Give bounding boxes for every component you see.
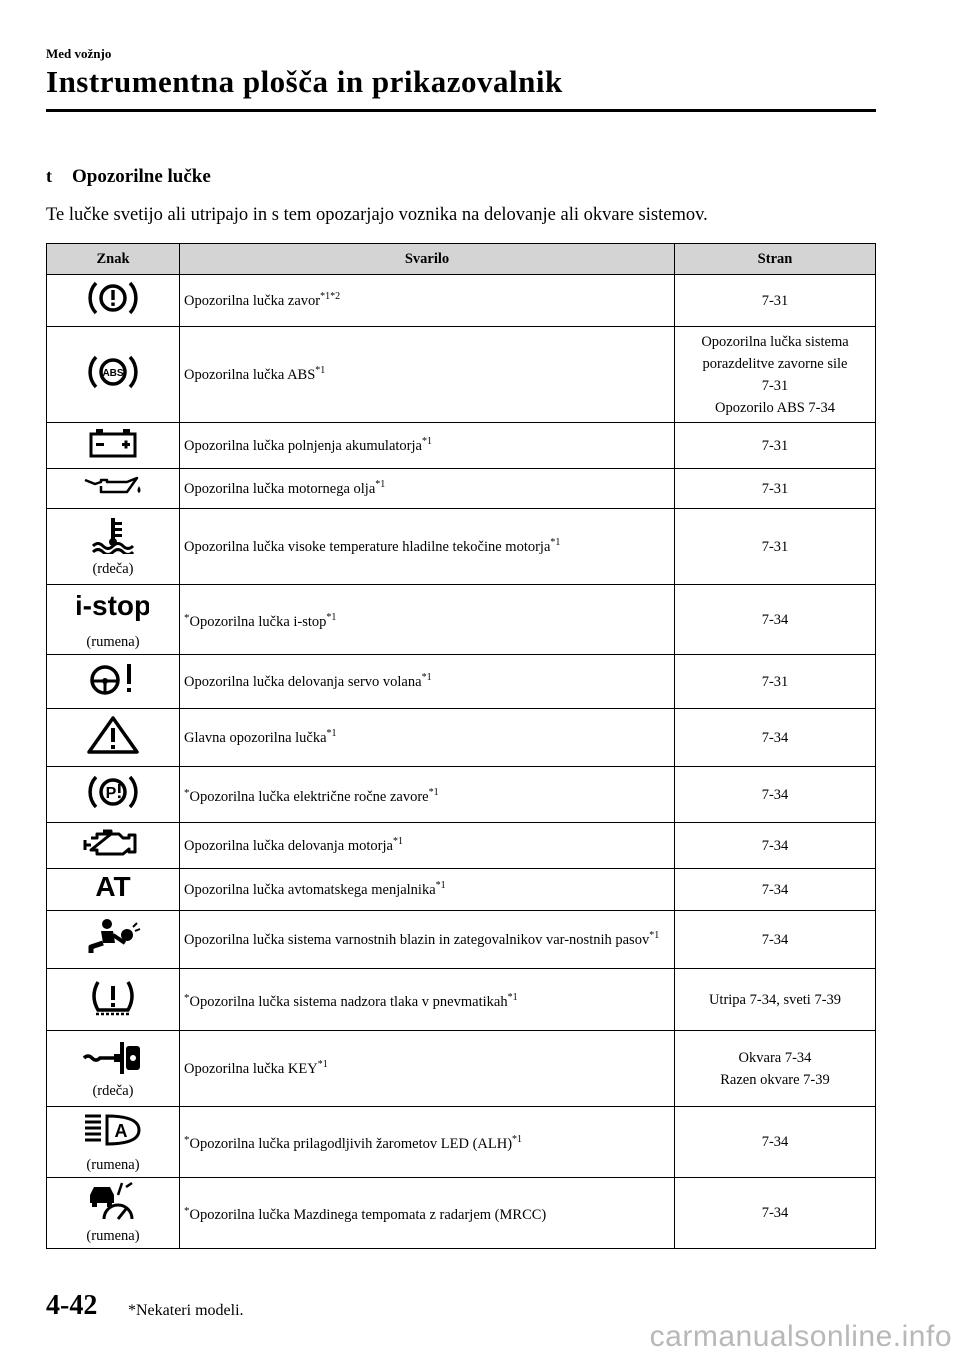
page-reference: 7-31 xyxy=(761,480,789,497)
page-reference: 7-34 xyxy=(761,931,789,948)
symbol-cell xyxy=(47,1107,180,1178)
warning-description: Opozorilna lučka sistema varnostnih blazin in zategovalnikov var-nostnih pasov xyxy=(184,931,650,948)
page-reference: 7-31 xyxy=(761,377,789,394)
warning-description-cell xyxy=(180,327,675,423)
color-note: (rumena) xyxy=(86,1157,140,1173)
page-reference-cell xyxy=(675,709,876,767)
warning-description-cell xyxy=(180,1107,675,1178)
table-row xyxy=(47,911,876,969)
warning-description-cell xyxy=(180,1031,675,1107)
electric-parking-brake-icon xyxy=(51,772,175,817)
table-row xyxy=(47,275,876,327)
footnote-marker: *1*2 xyxy=(320,290,341,302)
page-title: Instrumentna plošča in prikazovalnik xyxy=(46,64,563,99)
warning-description: Opozorilna lučka KEY xyxy=(184,1060,318,1077)
page-reference-cell xyxy=(675,969,876,1031)
warning-description-cell xyxy=(180,585,675,655)
table-header-row xyxy=(47,244,876,275)
svg-text:P: P xyxy=(105,785,117,802)
page-reference-cell xyxy=(675,423,876,469)
header-warning: Svarilo xyxy=(180,244,675,275)
symbol-cell xyxy=(47,423,180,469)
warning-description: Opozorilna lučka ABS xyxy=(184,366,316,383)
model-marker: * xyxy=(184,1205,190,1217)
warning-description-cell xyxy=(180,1178,675,1249)
footnote-marker: *1 xyxy=(428,786,439,798)
warning-description: Opozorilna lučka prilagodljivih žarometov LED (ALH) xyxy=(189,1136,513,1152)
power-steering-icon xyxy=(51,660,175,703)
alh-letter: A xyxy=(114,1121,128,1141)
footnote-marker: *1 xyxy=(512,1134,523,1145)
page-reference-cell xyxy=(675,585,876,655)
page-reference-cell xyxy=(675,327,876,423)
page-reference: 7-34 xyxy=(761,786,789,803)
symbol-cell xyxy=(47,1178,180,1249)
footnote-marker: *1 xyxy=(435,879,446,891)
footnote-marker: *1 xyxy=(550,536,561,548)
page-reference: 7-34 xyxy=(761,611,789,628)
brake-warning-icon xyxy=(51,278,175,323)
page-reference: 7-34 xyxy=(761,1205,789,1221)
page-reference-cell xyxy=(675,469,876,509)
page-reference: 7-34 xyxy=(761,837,789,854)
intro-paragraph: Te lučke svetijo ali utripajo in s tem opozarjajo voznika na delovanje ali okvare sistemov. xyxy=(46,205,708,225)
page-reference-cell xyxy=(675,911,876,969)
symbol-cell xyxy=(47,509,180,585)
table-row xyxy=(47,585,876,655)
tire-pressure-icon xyxy=(51,976,175,1023)
table-row xyxy=(47,423,876,469)
table-row xyxy=(47,1178,876,1249)
symbol-cell xyxy=(47,709,180,767)
page-reference-cell xyxy=(675,655,876,709)
warning-description-cell xyxy=(180,969,675,1031)
page-reference-cell xyxy=(675,869,876,911)
footnote-marker: *1 xyxy=(375,478,386,490)
warning-description: Opozorilna lučka delovanja servo volana xyxy=(184,673,422,690)
footnote-marker: *1 xyxy=(421,435,432,447)
table-row xyxy=(47,469,876,509)
warning-description-cell xyxy=(180,469,675,509)
warning-description: Opozorilna lučka delovanja motorja xyxy=(184,837,393,854)
table-row xyxy=(47,509,876,585)
table-row xyxy=(47,767,876,823)
i-stop-text: i-stop xyxy=(77,589,149,621)
table-row xyxy=(47,1031,876,1107)
symbol-cell xyxy=(47,585,180,655)
symbol-cell xyxy=(47,911,180,969)
page-reference: Opozorilna lučka sistema xyxy=(701,333,849,350)
footnote-marker: *1 xyxy=(507,991,518,1003)
section-kicker: Med vožnjo xyxy=(46,46,112,61)
abs-warning-icon xyxy=(51,352,175,397)
page-reference: 7-31 xyxy=(761,673,789,690)
warning-lights-table xyxy=(46,243,876,1249)
table-row xyxy=(47,709,876,767)
model-marker: * xyxy=(184,1134,190,1146)
page-reference: Utripa 7-34, sveti 7-39 xyxy=(708,991,842,1008)
page-reference-cell xyxy=(675,275,876,327)
table-row xyxy=(47,655,876,709)
page-reference: Razen okvare 7-39 xyxy=(720,1071,830,1088)
warning-description: Opozorilna lučka visoke temperature hladilne tekočine motorja xyxy=(184,538,551,555)
section-marker: t xyxy=(46,166,52,186)
header-symbol: Znak xyxy=(47,244,180,275)
i-stop-icon xyxy=(51,589,175,632)
page-reference-cell xyxy=(675,823,876,869)
warning-description: Opozorilna lučka električne ročne zavore xyxy=(189,788,429,805)
watermark: carmanualsonline.info xyxy=(649,1320,952,1353)
warning-description: Opozorilna lučka zavor xyxy=(184,292,321,309)
title-divider xyxy=(46,109,876,112)
warning-description: Opozorilna lučka i-stop xyxy=(189,613,327,630)
color-note: (rumena) xyxy=(86,633,140,650)
table-row xyxy=(47,1107,876,1178)
footnote-marker: *1 xyxy=(392,835,403,847)
table-row xyxy=(47,869,876,911)
footnote: *Nekateri modeli. xyxy=(128,1302,244,1319)
page-reference: 7-31 xyxy=(761,538,789,555)
color-note: (rumena) xyxy=(86,1228,140,1244)
symbol-cell xyxy=(47,275,180,327)
color-note: (rdeča) xyxy=(92,1082,134,1099)
master-warning-icon xyxy=(51,714,175,761)
symbol-cell xyxy=(47,655,180,709)
model-marker: * xyxy=(184,991,190,1004)
footnote-marker: *1 xyxy=(315,364,326,376)
key-icon xyxy=(51,1038,175,1081)
symbol-cell xyxy=(47,469,180,509)
automatic-transmission-icon xyxy=(51,872,175,907)
symbol-cell xyxy=(47,869,180,911)
page-reference: 7-34 xyxy=(761,1134,789,1150)
page-reference: 7-34 xyxy=(761,729,789,746)
page-reference-cell xyxy=(675,767,876,823)
warning-description-cell xyxy=(180,509,675,585)
table-row xyxy=(47,327,876,423)
table-row xyxy=(47,823,876,869)
symbol-cell xyxy=(47,1031,180,1107)
at-text: AT xyxy=(95,872,131,902)
symbol-cell xyxy=(47,767,180,823)
footnote-marker: *1 xyxy=(326,611,337,623)
page-reference: porazdelitve zavorne sile xyxy=(702,355,848,372)
airbag-icon xyxy=(51,917,175,962)
oil-can-icon xyxy=(51,472,175,505)
warning-description-cell xyxy=(180,767,675,823)
color-note: (rdeča) xyxy=(92,560,134,577)
page-reference: 7-31 xyxy=(761,292,789,309)
svg-text:ABS: ABS xyxy=(102,368,124,379)
symbol-cell xyxy=(47,969,180,1031)
page-number: 4-42 xyxy=(46,1290,98,1321)
page-reference: Okvara 7-34 xyxy=(738,1049,812,1066)
check-engine-icon xyxy=(51,826,175,865)
page-reference-cell xyxy=(675,1107,876,1178)
footnote-marker: *1 xyxy=(649,929,660,941)
page-reference-cell xyxy=(675,1031,876,1107)
warning-description-cell xyxy=(180,709,675,767)
page-reference-cell xyxy=(675,509,876,585)
page-reference: 7-31 xyxy=(761,437,789,454)
warning-description-cell xyxy=(180,869,675,911)
warning-description-cell xyxy=(180,423,675,469)
warning-description-cell xyxy=(180,911,675,969)
header-page: Stran xyxy=(675,244,876,275)
footnote-marker: *1 xyxy=(326,727,337,739)
warning-description-cell xyxy=(180,275,675,327)
symbol-cell xyxy=(47,327,180,423)
warning-description: Opozorilna lučka avtomatskega menjalnika xyxy=(184,881,436,898)
adaptive-headlight-icon xyxy=(51,1110,175,1155)
coolant-temperature-icon xyxy=(51,516,175,559)
footnote-marker: *1 xyxy=(317,1058,328,1070)
radar-cruise-icon xyxy=(51,1181,175,1226)
battery-icon xyxy=(51,426,175,465)
page-reference: Opozorilo ABS 7-34 xyxy=(714,399,836,416)
table-row xyxy=(47,969,876,1031)
warning-description-cell xyxy=(180,655,675,709)
page-reference-cell xyxy=(675,1178,876,1249)
warning-description: Glavna opozorilna lučka xyxy=(184,729,327,746)
symbol-cell xyxy=(47,823,180,869)
warning-description: Opozorilna lučka sistema nadzora tlaka v pnevmatikah xyxy=(189,993,508,1010)
model-marker: * xyxy=(184,786,190,799)
footnote-marker: *1 xyxy=(421,671,432,683)
warning-description-cell xyxy=(180,823,675,869)
model-marker: * xyxy=(184,611,190,624)
warning-description: Opozorilna lučka polnjenja akumulatorja xyxy=(184,437,422,454)
warning-description: Opozorilna lučka motornega olja xyxy=(184,480,376,497)
section-title: Opozorilne lučke xyxy=(72,166,211,187)
warning-description: Opozorilna lučka Mazdinega tempomata z radarjem (MRCC) xyxy=(189,1207,547,1223)
page-reference: 7-34 xyxy=(761,881,789,898)
